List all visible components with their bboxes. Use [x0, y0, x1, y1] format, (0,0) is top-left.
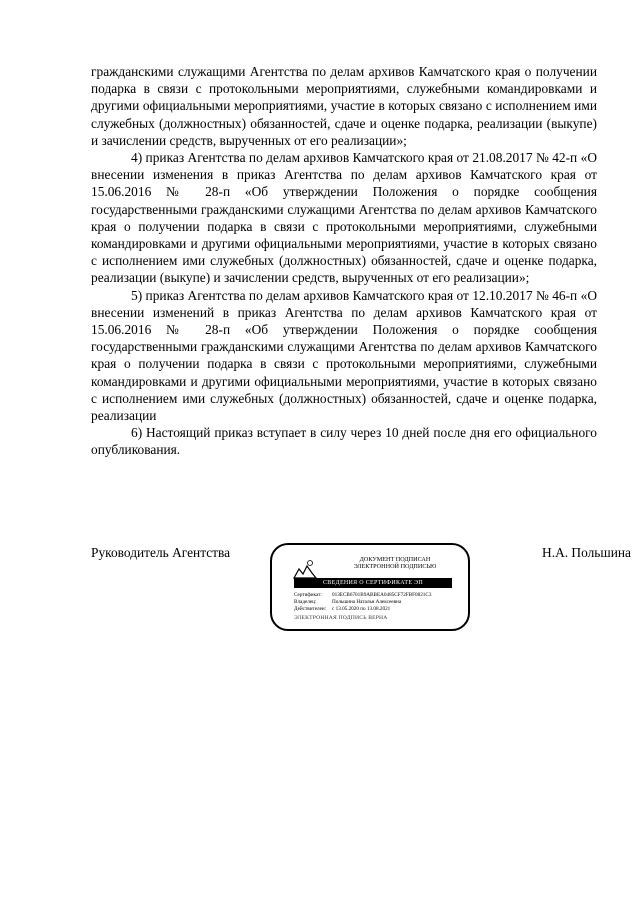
paragraph-continuation: гражданскими служащими Агентства по делам архивов Камчатского края о получении подарка в связи с протокольными мероприятиями, служебными командировками и другими официальными мероприятиями, участие в которых связано с исполнением ими служебных (должностных) обязанностей, сдаче и оценке подарка, реализации (выкупе) и зачислении средств, вырученных от его реализации»;: [91, 64, 597, 148]
stamp-value: 013ECB6701B9ABBEA0485CF72FBF0821C3: [332, 592, 432, 598]
stamp-value: Польшина Наталья Алексеевна: [332, 599, 402, 605]
stamp-footer: ЭЛЕКТРОННАЯ ПОДПИСЬ ВЕРНА: [294, 615, 388, 621]
paragraph-item-6: 6) Настоящий приказ вступает в силу через 10 дней после дня его официального опубликования.: [91, 425, 597, 458]
stamp-certificate-bar: СВЕДЕНИЯ О СЕРТИФИКАТЕ ЭП: [294, 578, 452, 588]
stamp-key: Действителен:: [294, 606, 327, 612]
stamp-row-validity: [294, 606, 464, 613]
stamp-key: Владелец:: [294, 599, 317, 605]
paragraph-item-5: 5) приказ Агентства по делам архивов Камчатского края от 12.10.2017 № 46-п «О внесении изменений в приказ Агентства по делам архивов Камчатского края от 15.06.2016 № 28-п «Об утверждении Положения о порядке сообщения государственными гражданскими служащими Агентства по делам архивов Камчатского края о получении подарка в связи с протокольными мероприятиями, служебными командировками и другими официальными мероприятиями, участие в которых связано с исполнением ими служебных (должностных) обязанностей, сдаче и оценке подарка, реализации: [91, 287, 597, 424]
stamp-header-line2: ЭЛЕКТРОННОЙ ПОДПИСЬЮ: [353, 563, 437, 570]
paragraph-item-4: 4) приказ Агентства по делам архивов Камчатского края от 21.08.2017 № 42-п «О внесении изменения в приказ Агентства по делам архивов Камчатского края от 15.06.2016 № 28-п «Об утверждении Положения о порядке сообщения государственными гражданскими служащими Агентства по делам архивов Камчатского края о получении подарка в связи с протокольными мероприятиями, служебными командировками и другими официальными мероприятиями, участие в которых связано с исполнением ими служебных (должностных) обязанностей, сдаче и оценке подарка, реализации (выкупе) и зачислении средств, вырученных от его реализации»;: [91, 150, 597, 286]
document-body: [91, 63, 597, 459]
stamp-header: [330, 556, 460, 570]
stamp-row-certificate: [294, 592, 464, 599]
signer-name: Н.А. Польшина: [542, 545, 631, 560]
stamp-details: [294, 592, 464, 613]
stamp-header-line1: ДОКУМЕНТ ПОДПИСАН: [359, 556, 431, 563]
stamp-key: Сертификат:: [294, 592, 322, 598]
stamp-value: с 13.05.2020 по 13.08.2021: [332, 606, 391, 612]
stamp-row-owner: [294, 599, 464, 606]
signer-title: Руководитель Агентства: [91, 545, 231, 560]
electronic-signature-stamp: [270, 543, 470, 631]
